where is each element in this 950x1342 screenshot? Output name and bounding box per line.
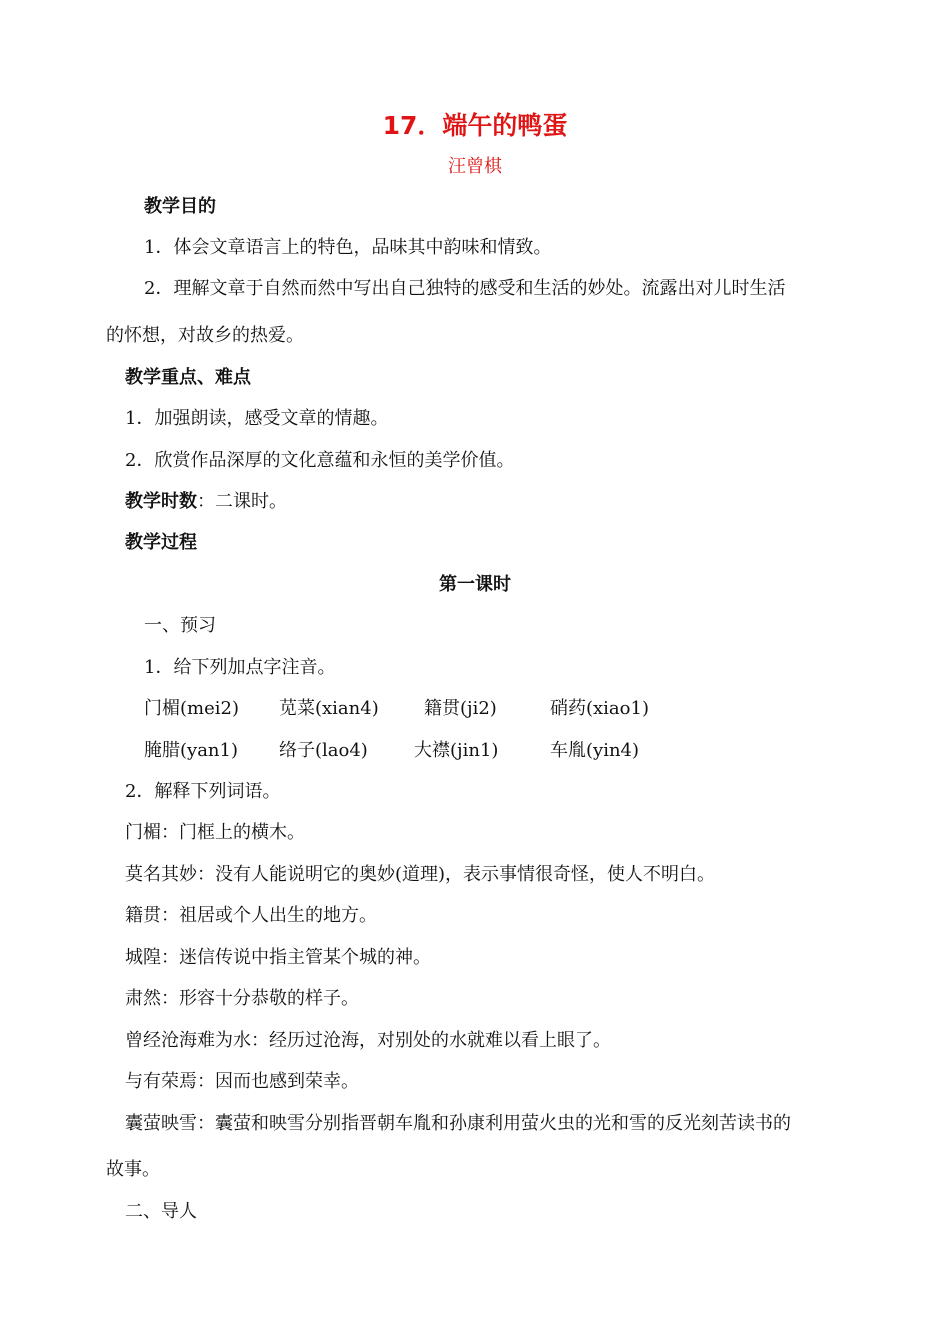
definition: 囊萤映雪：囊萤和映雪分别指晋朝车胤和孙康利用萤火虫的光和雪的反光刻苦读书的 bbox=[125, 1113, 791, 1134]
heading-objectives: 教学目的 bbox=[144, 196, 216, 217]
pinyin-item: 门楣(mei2) bbox=[144, 698, 239, 719]
definition: 肃然：形容十分恭敬的样子。 bbox=[125, 988, 359, 1009]
definition: 城隍：迷信传说中指主管某个城的神。 bbox=[125, 947, 431, 968]
section-preview: 一、预习 bbox=[144, 615, 216, 636]
definition: 门楣：门框上的横木。 bbox=[125, 822, 305, 843]
definition: 曾经沧海难为水：经历过沧海，对别处的水就难以看上眼了。 bbox=[125, 1030, 611, 1051]
keypoint-2: 2．欣赏作品深厚的文化意蕴和永恒的美学价值。 bbox=[125, 450, 515, 471]
section-introduction: 二、导人 bbox=[125, 1201, 197, 1222]
objective-2-line1: 2．理解文章于自然而然中写出自己独特的感受和生活的妙处。流露出对儿时生活 bbox=[144, 278, 786, 299]
teaching-hours-value: ：二课时。 bbox=[197, 491, 287, 512]
objective-2-line2: 的怀想，对故乡的热爱。 bbox=[106, 325, 304, 346]
heading-process: 教学过程 bbox=[125, 532, 197, 553]
definition-continued: 故事。 bbox=[106, 1159, 160, 1180]
definition: 莫名其妙：没有人能说明它的奥妙(道理)，表示事情很奇怪，使人不明白。 bbox=[125, 864, 716, 885]
doc-author: 汪曾棋 bbox=[448, 156, 502, 177]
pinyin-item: 籍贯(ji2) bbox=[424, 698, 497, 719]
pinyin-item: 车胤(yin4) bbox=[550, 740, 640, 761]
pinyin-item: 腌腊(yan1) bbox=[144, 740, 238, 761]
question-1: 1．给下列加点字注音。 bbox=[144, 657, 336, 678]
pinyin-item: 硝药(xiao1) bbox=[550, 698, 649, 719]
doc-title: 17．端午的鸭蛋 bbox=[382, 111, 568, 140]
teaching-hours-label: 教学时数 bbox=[125, 491, 197, 512]
definition: 与有荣焉：因而也感到荣幸。 bbox=[125, 1071, 359, 1092]
teaching-hours bbox=[125, 490, 287, 514]
objective-1: 1．体会文章语言上的特色，品味其中韵味和情致。 bbox=[144, 237, 552, 258]
pinyin-item: 大襟(jin1) bbox=[414, 740, 499, 761]
pinyin-item: 络子(lao4) bbox=[279, 740, 368, 761]
heading-keypoints: 教学重点、难点 bbox=[125, 367, 251, 388]
lesson-one-heading: 第一课时 bbox=[439, 574, 511, 595]
definition: 籍贯：祖居或个人出生的地方。 bbox=[125, 905, 377, 926]
keypoint-1: 1．加强朗读，感受文章的情趣。 bbox=[125, 408, 389, 429]
pinyin-item: 苋菜(xian4) bbox=[279, 698, 379, 719]
question-2: 2．解释下列词语。 bbox=[125, 781, 281, 802]
